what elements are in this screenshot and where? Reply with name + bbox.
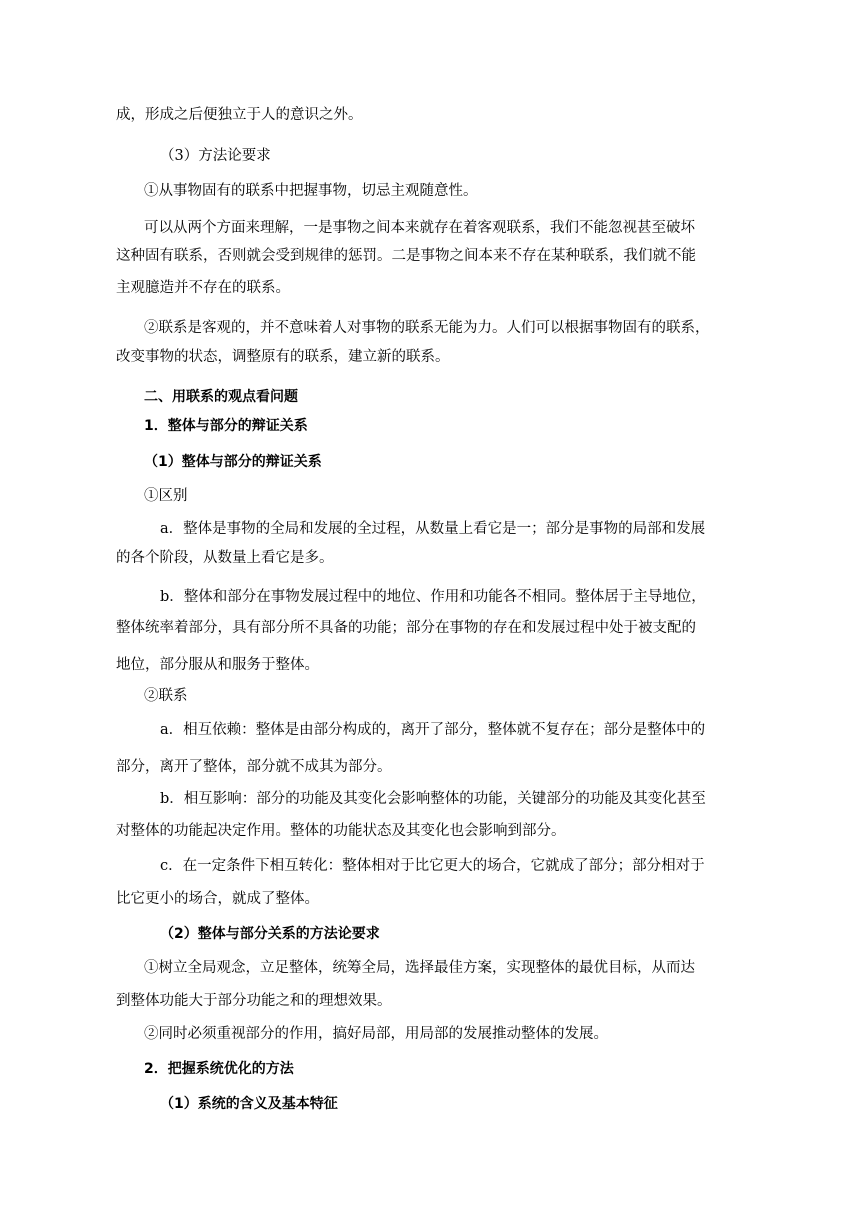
text-line: ②联系是客观的，并不意味着人对事物的联系无能为力。人们可以根据事物固有的联系， [144, 320, 710, 336]
text-line: 整体统率着部分，具有部分所不具备的功能；部分在事物的存在和发展过程中处于被支配的 [116, 620, 696, 636]
text-line: 部分，离开了整体，部分就不成其为部分。 [116, 759, 392, 775]
section-heading: （2）整体与部分关系的方法论要求 [160, 926, 380, 942]
text-line: 地位，部分服从和服务于整体。 [116, 657, 319, 673]
text-line: c．在一定条件下相互转化：整体相对于比它更大的场合，它就成了部分；部分相对于 [160, 858, 705, 874]
text-line: 这种固有联系，否则就会受到规律的惩罚。二是事物之间本来不存在某种联系，我们就不能 [116, 248, 696, 264]
text-line: b．整体和部分在事物发展过程中的地位、作用和功能各不相同。整体居于主导地位， [160, 589, 706, 605]
text-line: ②同时必须重视部分的作用，搞好局部，用局部的发展推动整体的发展。 [144, 1026, 608, 1042]
text-line: b．相互影响：部分的功能及其变化会影响整体的功能，关键部分的功能及其变化甚至 [160, 791, 706, 807]
text-line: a．整体是事物的全局和发展的全过程，从数量上看它是一；部分是事物的局部和发展 [160, 521, 706, 537]
text-line: 的各个阶段，从数量上看它是多。 [116, 550, 334, 566]
text-line: 成，形成之后便独立于人的意识之外。 [116, 107, 363, 123]
section-heading: （1）系统的含义及基本特征 [160, 1096, 338, 1112]
text-line: ①从事物固有的联系中把握事物，切忌主观随意性。 [144, 183, 478, 199]
text-line: 改变事物的状态，调整原有的联系，建立新的联系。 [116, 349, 450, 365]
text-line: ②联系 [144, 688, 188, 704]
section-heading: （1）整体与部分的辩证关系 [144, 454, 322, 470]
section-heading: 1．整体与部分的辩证关系 [144, 418, 308, 434]
text-line: ①区别 [144, 488, 188, 504]
text-line: 对整体的功能起决定作用。整体的功能状态及其变化也会影响到部分。 [116, 823, 566, 839]
section-heading: （3）方法论要求 [160, 148, 271, 164]
text-line: 比它更小的场合，就成了整体。 [116, 891, 319, 907]
text-line: 到整体功能大于部分功能之和的理想效果。 [116, 993, 392, 1009]
section-heading: 二、用联系的观点看问题 [144, 389, 298, 405]
text-line: 主观臆造并不存在的联系。 [116, 280, 290, 296]
text-line: a．相互依赖：整体是由部分构成的，离开了部分，整体就不复存在；部分是整体中的 [160, 722, 706, 738]
section-heading: 2．把握系统优化的方法 [144, 1061, 294, 1077]
text-line: ①树立全局观念，立足整体，统筹全局，选择最佳方案，实现整体的最优目标，从而达 [144, 960, 695, 976]
text-line: 可以从两个方面来理解，一是事物之间本来就存在着客观联系，我们不能忽视甚至破坏 [144, 220, 695, 236]
